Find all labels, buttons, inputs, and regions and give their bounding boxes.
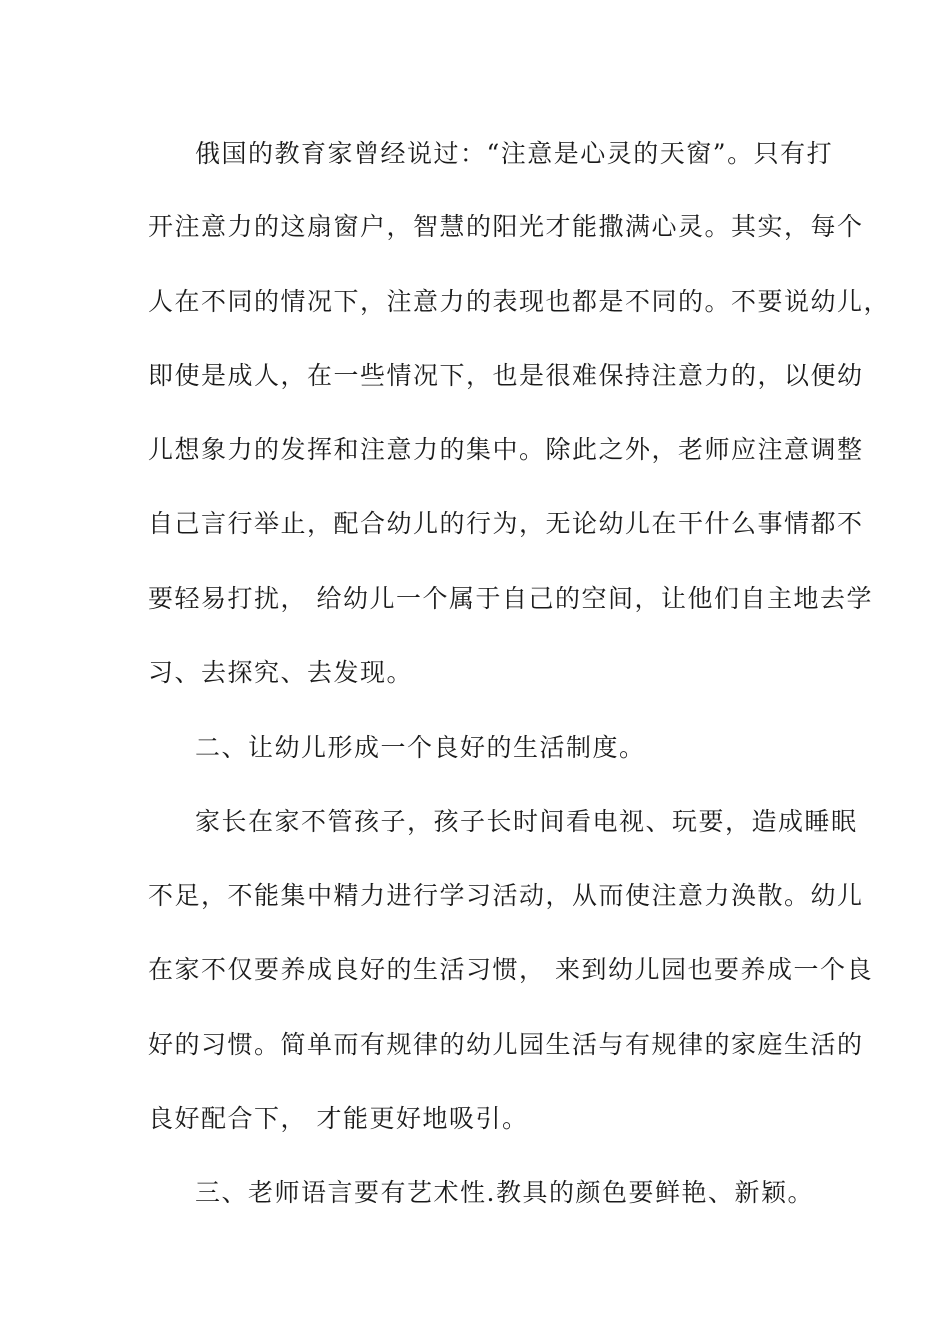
section-heading: 三、老师语言要有艺术性.教具的颜色要鲜艳、新颖。 — [195, 1178, 814, 1207]
text-line: 习、去探究、去发现。 — [148, 658, 414, 687]
text-line: 不足，不能集中精力进行学习活动，从而使注意力涣散。幼儿 — [148, 881, 864, 910]
text-line: 开注意力的这扇窗户，智慧的阳光才能撒满心灵。其实，每个 — [148, 212, 864, 241]
text-line: 自己言行举止，配合幼儿的行为，无论幼儿在干什么事情都不 — [148, 509, 864, 538]
text-line: 家长在家不管孩子，孩子长时间看电视、玩要，造成睡眠 — [195, 807, 858, 836]
text-line: 人在不同的情况下，注意力的表现也都是不同的。不要说幼儿， — [148, 287, 891, 316]
text-line: 即使是成人，在一些情况下，也是很难保持注意力的，以便幼 — [148, 361, 864, 390]
text-line: 在家不仅要养成良好的生活习惯， 来到幼儿园也要养成一个良 — [148, 955, 873, 984]
text-line: 良好配合下， 才能更好地吸引。 — [148, 1104, 529, 1133]
text-line: 好的习惯。简单而有规律的幼儿园生活与有规律的家庭生活的 — [148, 1030, 864, 1059]
text-line: 要轻易打扰， 给幼儿一个属于自己的空间，让他们自主地去学 — [148, 584, 873, 613]
text-line: 俄国的教育家曾经说过：“注意是心灵的天窗”。只有打 — [195, 139, 834, 168]
section-heading: 二、让幼儿形成一个良好的生活制度。 — [195, 733, 646, 762]
text-line: 儿想象力的发挥和注意力的集中。除此之外，老师应注意调整 — [148, 435, 864, 464]
